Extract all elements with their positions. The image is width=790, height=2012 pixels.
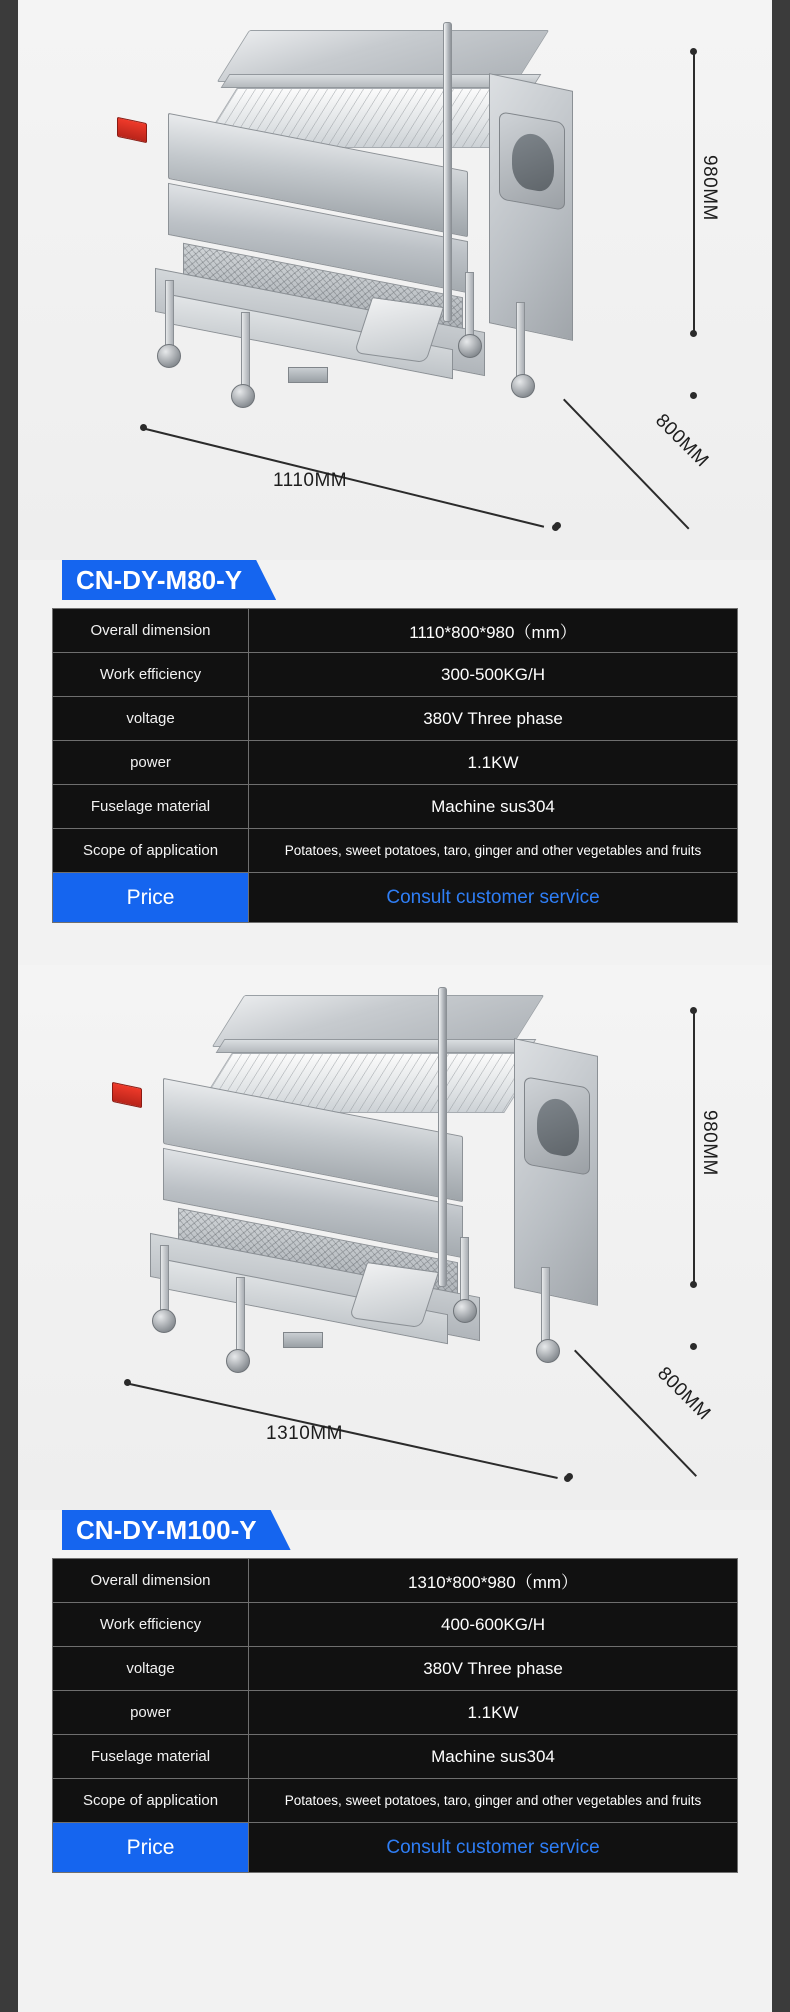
spec-key: Work efficiency [53,653,249,697]
table-row [53,1603,738,1647]
spec-key: voltage [53,1647,249,1691]
machine-leg [241,312,250,390]
spec-value: 380V Three phase [249,1647,738,1691]
product-title-banner-1 [62,560,276,600]
product-section-2 [18,965,772,1873]
spec-key: Work efficiency [53,1603,249,1647]
dimension-endpoint-dot [552,524,559,531]
spec-value: 1310*800*980（mm） [249,1559,738,1603]
dimension-label-depth: 800MM [653,1363,715,1425]
product-title-banner-2 [62,1510,291,1550]
spec-value: 400-600KG/H [249,1603,738,1647]
machine-leg [160,1245,169,1315]
dimension-label-height: 980MM [699,1110,720,1176]
spec-value: Potatoes, sweet potatoes, taro, ginger and other vegetables and fruits [249,829,738,873]
machine-drawing-2 [108,987,608,1447]
spec-value: 1.1KW [249,1691,738,1735]
spec-key: Fuselage material [53,785,249,829]
table-row [53,1779,738,1823]
price-row [53,1823,738,1873]
machine-motor-cover [524,1076,590,1176]
spec-key: Scope of application [53,1779,249,1823]
spec-table-1 [52,608,738,923]
machine-caster-wheel [453,1299,477,1323]
product-model-title: CN-DY-M100-Y [76,1515,257,1545]
dimension-label-height: 980MM [699,155,720,221]
spec-value: 380V Three phase [249,697,738,741]
product-section-1 [18,0,772,923]
spec-key: Fuselage material [53,1735,249,1779]
price-value[interactable]: Consult customer service [249,1823,738,1873]
machine-leg [516,302,525,380]
spec-key: power [53,1691,249,1735]
machine-foot-plate [283,1332,323,1348]
spec-value: Machine sus304 [249,1735,738,1779]
spec-key: voltage [53,697,249,741]
price-label: Price [53,1823,249,1873]
dimension-label-width: 1310MM [266,1423,343,1444]
machine-power-switch [117,117,147,143]
machine-leg [460,1237,469,1307]
dimension-line-height [693,52,695,334]
spec-value: 300-500KG/H [249,653,738,697]
table-row [53,1735,738,1779]
product-illustration-1 [18,0,772,560]
machine-caster-wheel [511,374,535,398]
spec-key: Overall dimension [53,1559,249,1603]
table-row [53,785,738,829]
table-row [53,741,738,785]
machine-leg [165,280,174,350]
dimension-endpoint-dot [690,392,697,399]
machine-leg [541,1267,550,1345]
spec-value: 1110*800*980（mm） [249,609,738,653]
product-illustration-2 [18,965,772,1510]
price-label: Price [53,873,249,923]
machine-vertical-pole [438,987,447,1287]
machine-motor-cover [499,111,565,211]
dimension-endpoint-dot [690,1343,697,1350]
dimension-endpoint-dot [564,1475,571,1482]
spec-table-2 [52,1558,738,1873]
spec-value: Machine sus304 [249,785,738,829]
price-row [53,873,738,923]
dimension-label-width: 1110MM [273,470,348,491]
dimension-line-height [693,1011,695,1285]
table-row [53,829,738,873]
price-value[interactable]: Consult customer service [249,873,738,923]
spec-key: power [53,741,249,785]
table-row [53,697,738,741]
table-row [53,1647,738,1691]
dimension-label-depth: 800MM [651,410,713,472]
machine-caster-wheel [152,1309,176,1333]
spec-value: Potatoes, sweet potatoes, taro, ginger and other vegetables and fruits [249,1779,738,1823]
machine-caster-wheel [226,1349,250,1373]
machine-caster-wheel [231,384,255,408]
machine-caster-wheel [458,334,482,358]
product-model-title: CN-DY-M80-Y [76,565,243,595]
machine-power-switch [112,1082,142,1108]
machine-vertical-pole [443,22,452,322]
machine-caster-wheel [157,344,181,368]
table-row [53,609,738,653]
machine-leg [236,1277,245,1355]
machine-leg [465,272,474,342]
machine-top-rim [216,1039,537,1053]
machine-drawing-1 [113,22,583,482]
machine-foot-plate [288,367,328,383]
table-row [53,1559,738,1603]
table-row [53,1691,738,1735]
spec-value: 1.1KW [249,741,738,785]
table-row [53,653,738,697]
spec-key: Scope of application [53,829,249,873]
spec-key: Overall dimension [53,609,249,653]
machine-caster-wheel [536,1339,560,1363]
product-sheet [18,0,772,2012]
